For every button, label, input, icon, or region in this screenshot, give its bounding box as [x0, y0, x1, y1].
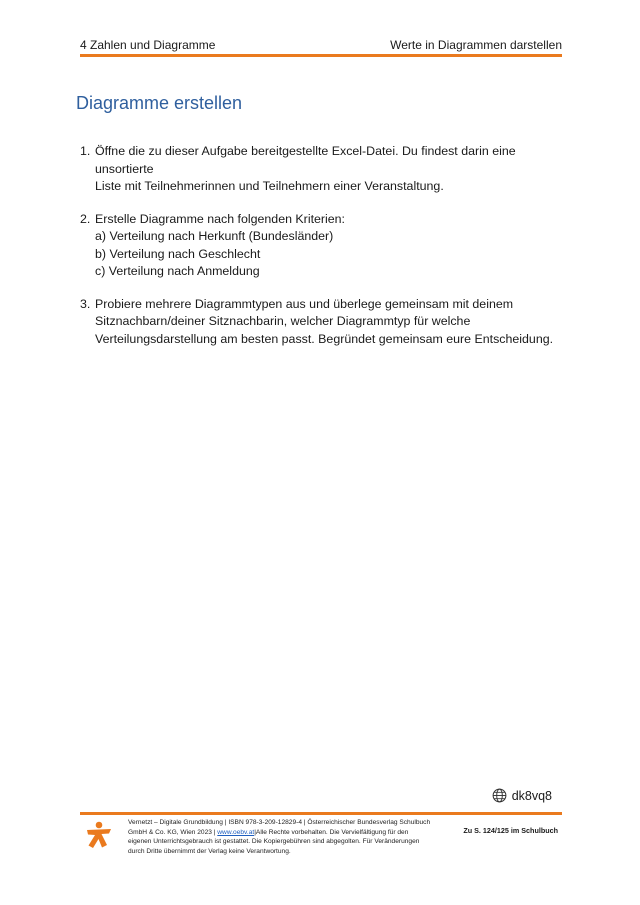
chapter-title: 4 Zahlen und Diagramme: [80, 38, 216, 52]
footer-divider: [80, 812, 562, 815]
section-title: Werte in Diagrammen darstellen: [390, 38, 562, 52]
footer-legal-text: [128, 818, 448, 856]
task-text: [95, 296, 560, 349]
task-line: Liste mit Teilnehmerinnen und Teilnehmern einer Veranstaltung.: [95, 179, 444, 193]
page-title: Diagramme erstellen: [76, 93, 243, 113]
header-divider: [80, 54, 562, 57]
publisher-link[interactable]: www.oebv.at: [217, 828, 255, 836]
task-text: [95, 143, 560, 196]
task-number: 2.: [80, 211, 91, 226]
task-line: Probiere mehrere Diagrammtypen aus und überlege gemeinsam mit deinem: [95, 296, 514, 311]
online-code-label: dk8vq8: [511, 788, 552, 803]
oebv-logo: [84, 819, 114, 856]
legal-text: |Alle Rechte vorbehalten. Die Vervielfältigung für den: [254, 828, 409, 836]
schoolbook-page-reference: Zu S. 124/125 im Schulbuch: [463, 826, 558, 835]
legal-line: Vernetzt – Digitale Grundbildung | ISBN 978-3-209-12829-4 | Österreichischer Bundesverlag Schulbuch: [128, 819, 431, 826]
task-line: Öffne die zu dieser Aufgabe bereitgestellte Excel-Datei. Du findest darin eine unsortierte: [95, 144, 516, 176]
globe-icon: [492, 788, 507, 803]
task-text: [95, 211, 560, 281]
task-number: 1.: [80, 144, 91, 158]
task-number: 3.: [80, 296, 91, 311]
legal-text: GmbH & Co. KG, Wien 2023 |: [128, 828, 218, 836]
page-header: [80, 37, 562, 53]
online-code: [492, 788, 552, 803]
legal-line: eigenen Unterrichtsgebrauch ist gestattet. Die Kopiergebühren sind abgegolten. Für Veränderungen: [128, 838, 420, 846]
task-item: [80, 296, 560, 349]
task-subitem: a) Verteilung nach Herkunft (Bundesländer): [95, 229, 334, 243]
task-subitem: c) Verteilung nach Anmeldung: [95, 264, 260, 278]
legal-line: [128, 828, 448, 838]
legal-line: durch Dritte übernimmt der Verlag keine Verantwortung.: [128, 847, 291, 855]
task-line: Verteilungsdarstellung am besten passt. Begründet gemeinsam eure Entscheidung.: [95, 331, 554, 346]
task-item: [80, 143, 560, 196]
task-subitem: b) Verteilung nach Geschlecht: [95, 246, 261, 261]
task-list: [80, 143, 560, 363]
task-line: Sitznachbarn/deiner Sitznachbarin, welcher Diagrammtyp für welche: [95, 314, 471, 328]
task-line: Erstelle Diagramme nach folgenden Kriterien:: [95, 211, 346, 226]
task-item: [80, 211, 560, 281]
